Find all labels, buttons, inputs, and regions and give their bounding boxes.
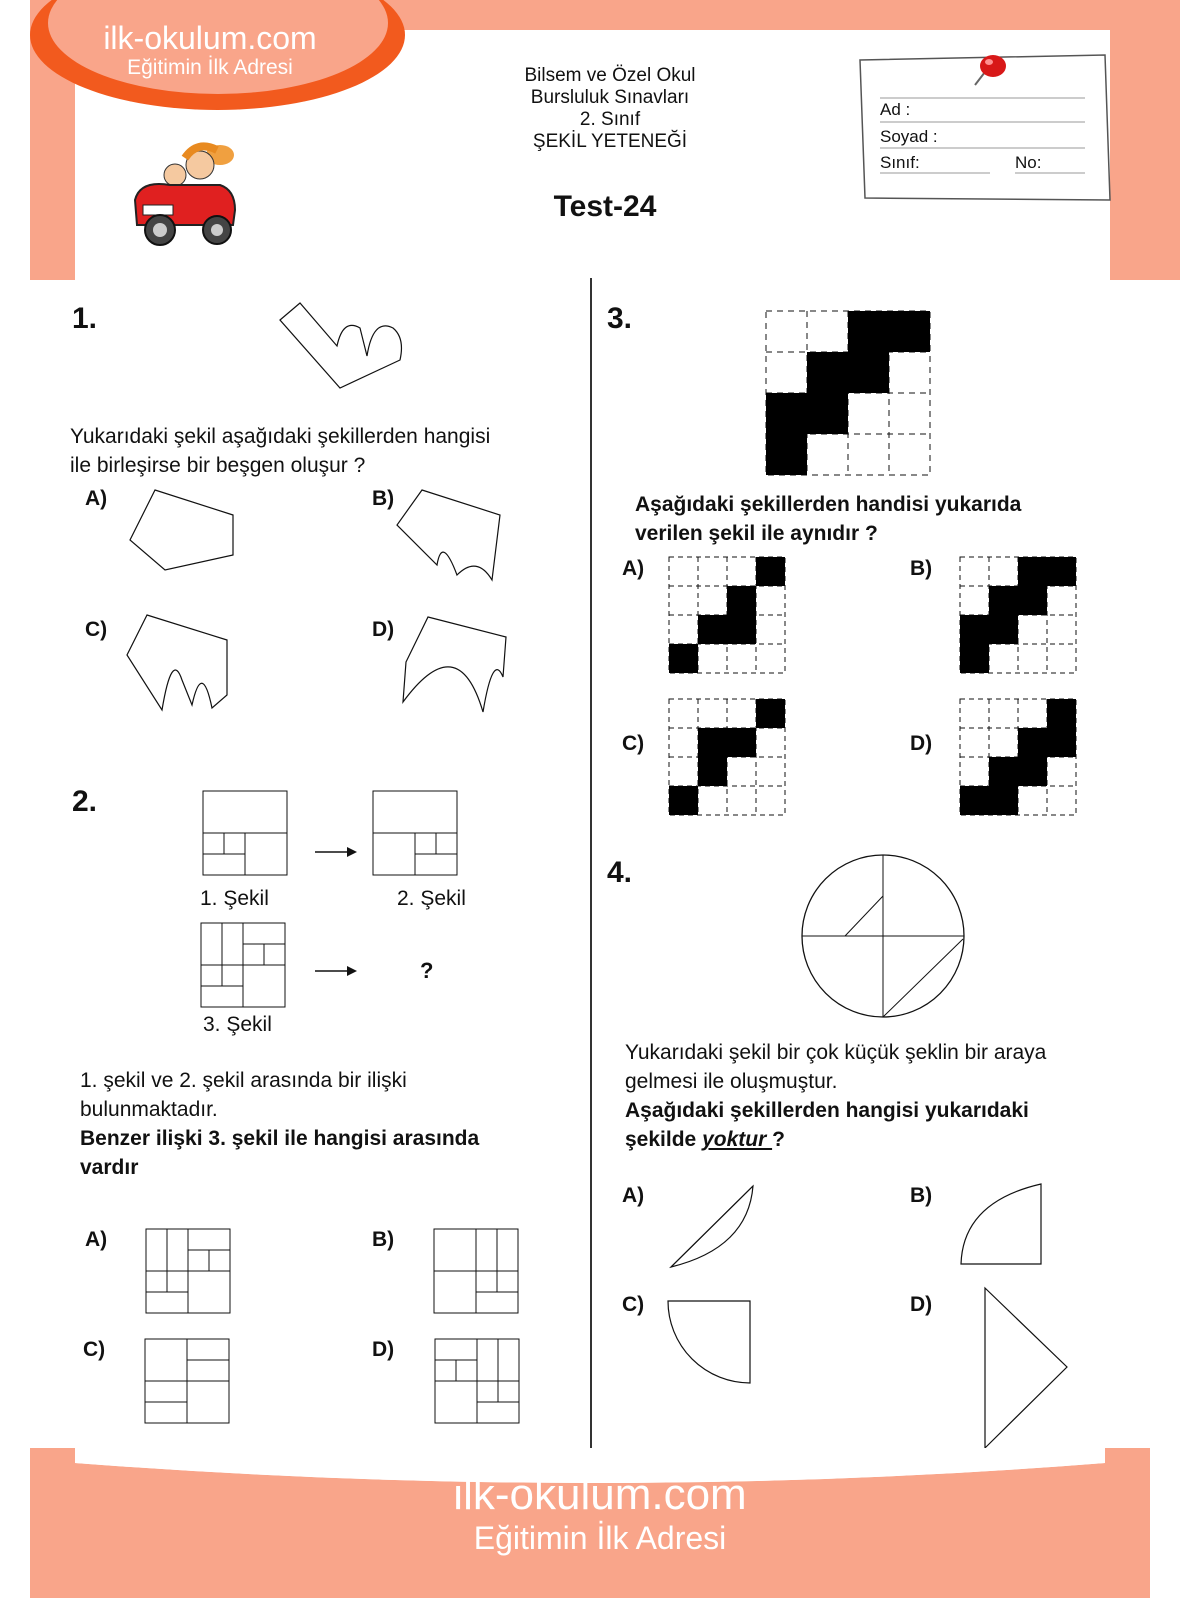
q1-option-c-label: C) — [85, 618, 108, 641]
q2-text-line-1: 1. şekil ve 2. şekil arasında bir ilişki — [80, 1069, 407, 1092]
q2-bold-line-2: vardır — [80, 1156, 139, 1179]
q3-option-d-label: D) — [910, 732, 933, 755]
q4-option-a-figure — [668, 1183, 758, 1273]
q4-option-b-label: B) — [910, 1184, 933, 1207]
q2-option-a-label: A) — [85, 1228, 108, 1251]
cloud-line-2: Bursluluk Sınavları — [530, 87, 690, 108]
q4-bold-line-1: Aşağıdaki şekillerden hangisi yukarıdaki — [625, 1099, 1029, 1122]
form-sinif-label: Sınıf: — [880, 153, 920, 172]
header-site-name: ilk-okulum.com — [103, 20, 317, 56]
form-soyad-label: Soyad : — [880, 127, 938, 146]
cartoon-car-illustration — [125, 130, 245, 250]
q4-text — [625, 1038, 1145, 1154]
q1-option-d-figure — [398, 612, 513, 717]
q4-option-b-figure — [958, 1182, 1048, 1272]
q2-caption-2: 2. Şekil — [397, 887, 466, 910]
q4-option-c-figure — [666, 1298, 756, 1388]
q2-caption-1: 1. Şekil — [200, 887, 269, 910]
q2-caption-3: 3. Şekil — [203, 1013, 272, 1036]
q1-option-b-figure — [392, 485, 507, 590]
q3-option-b-grid — [959, 556, 1079, 676]
q1-option-a-figure — [125, 485, 240, 575]
pushpin-icon — [965, 50, 1015, 90]
q2-number: 2. — [72, 785, 98, 818]
q1-text-line-2: ile birleşirse bir beşgen oluşur ? — [70, 454, 366, 477]
q3-option-a-label: A) — [622, 557, 645, 580]
q3-number: 3. — [607, 302, 633, 335]
q2-option-c-label: C) — [83, 1338, 106, 1361]
q2-text-line-2: bulunmaktadır. — [80, 1098, 218, 1121]
q2-figure-3 — [200, 922, 286, 1008]
q2-option-d-label: D) — [372, 1338, 395, 1361]
q1-number: 1. — [72, 302, 98, 335]
q2-figure-1 — [202, 790, 288, 876]
q2-option-a-figure — [145, 1228, 231, 1314]
q2-option-c-figure — [144, 1338, 230, 1424]
q4-bold-line-2 — [625, 1125, 1145, 1154]
q3-main-grid — [765, 310, 935, 480]
q4-option-a-label: A) — [622, 1184, 645, 1207]
q4-option-d-figure — [982, 1285, 1072, 1455]
q1-main-figure — [275, 298, 410, 398]
q3-option-a-grid — [668, 556, 788, 676]
q1-option-c-figure — [122, 610, 237, 715]
q3-bold-line-2: verilen şekil ile aynıdır ? — [635, 522, 878, 545]
q3-option-c-grid — [668, 698, 788, 818]
q1-option-d-label: D) — [372, 618, 395, 641]
q4-emphasis-word: yoktur — [702, 1128, 773, 1151]
q4-text-line-2: gelmesi ile oluşmuştur. — [625, 1070, 838, 1093]
q1-text-line-1: Yukarıdaki şekil aşağıdaki şekillerden hangisi — [70, 425, 491, 448]
q4-bold-prefix: şekilde — [625, 1128, 703, 1151]
test-title: Test-24 — [553, 190, 657, 223]
form-no-label: No: — [1015, 153, 1042, 172]
q4-option-c-label: C) — [622, 1293, 645, 1316]
q2-text — [80, 1066, 580, 1182]
q4-number: 4. — [607, 856, 633, 889]
cloud-line-3: 2. Sınıf — [579, 109, 641, 130]
q2-arrow-1 — [315, 845, 360, 859]
footer-site-name: ilk-okulum.com — [453, 1470, 747, 1519]
form-ad-label: Ad : — [880, 100, 911, 119]
cloud-line-4: ŞEKİL YETENEĞİ — [532, 131, 688, 152]
q2-bold-line-1: Benzer ilişki 3. şekil ile hangisi arasında — [80, 1127, 480, 1150]
q2-option-b-label: B) — [372, 1228, 395, 1251]
q2-arrow-2 — [315, 964, 360, 978]
q2-figure-2 — [372, 790, 458, 876]
q4-bold-suffix: ? — [772, 1128, 785, 1151]
cloud-line-1: Bilsem ve Özel Okul — [524, 65, 696, 86]
q3-text — [635, 490, 1135, 548]
column-divider — [590, 278, 592, 1450]
cloud-text — [480, 65, 740, 153]
q3-bold-line-1: Aşağıdaki şekillerden handisi yukarıda — [635, 493, 1022, 516]
q4-option-d-label: D) — [910, 1293, 933, 1316]
q3-option-b-label: B) — [910, 557, 933, 580]
q1-option-b-label: B) — [372, 487, 395, 510]
q3-option-c-label: C) — [622, 732, 645, 755]
q1-option-a-label: A) — [85, 487, 108, 510]
q4-circle-figure — [800, 853, 970, 1023]
q2-option-d-figure — [434, 1338, 520, 1424]
header-slogan: Eğitimin İlk Adresi — [127, 56, 293, 79]
q2-question-mark: ? — [420, 958, 434, 983]
q3-option-d-grid — [959, 698, 1079, 818]
footer-slogan: Eğitimin İlk Adresi — [473, 1520, 727, 1556]
q4-text-line-1: Yukarıdaki şekil bir çok küçük şeklin bir araya — [625, 1041, 1047, 1064]
q1-text — [70, 422, 590, 480]
q2-option-b-figure — [433, 1228, 519, 1314]
